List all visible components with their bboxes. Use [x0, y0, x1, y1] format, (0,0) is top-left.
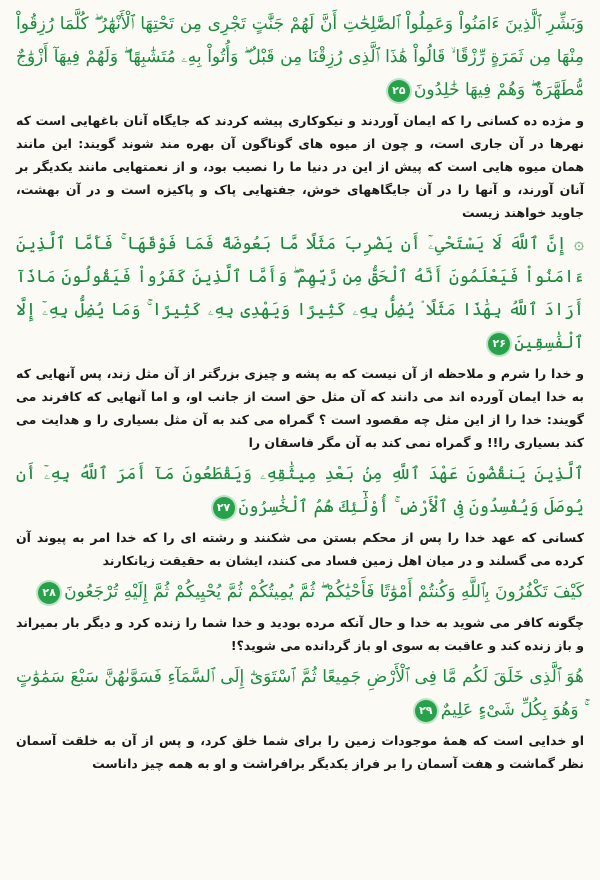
arabic-verse-text: وَبَشِّرِ ٱلَّذِينَ ءَامَنُواْ وَعَمِلُواْ ٱلصَّٰلِحَٰتِ أَنَّ لَهُمْ جَنَّٰتٍ تَجْرِى مِن تَحْتِهَا ٱلْأَنْهَٰرُ ۖ كُلَّمَا رُزِقُواْ مِنْهَا مِن ثَمَرَةٍ رِّزْقًا ۙ قَالُواْ هَٰذَا ٱلَّذِى رُزِقْنَا مِن قَبْلُ ۖ وَأُتُواْ بِهِۦ مُتَشَٰبِهًا ۖ وَلَهُمْ فِيهَآ أَزْوَٰجٌ مُّطَهَّرَةٌ ۖ وَهُمْ فِيهَا خَٰلِدُونَ: [16, 14, 584, 100]
arabic-verse-text: كَيْفَ تَكْفُرُونَ بِٱللَّهِ وَكُنتُمْ أَمْوَٰتًا فَأَحْيَٰكُمْ ۖ ثُمَّ يُمِيتُكُمْ ثُمَّ يُحْيِيكُمْ ثُمَّ إِلَيْهِ تُرْجَعُونَ: [64, 582, 584, 602]
arabic-verse: [16, 458, 584, 524]
arabic-verse: [16, 661, 584, 727]
arabic-verse: [16, 228, 584, 360]
arabic-verse: [16, 8, 584, 107]
arabic-verse-text: ۞ إِنَّ ٱللَّهَ لَا يَسْتَحْىِۦٓ أَن يَضْرِبَ مَثَلًا مَّا بَعُوضَةً فَمَا فَوْقَهَا ۚ فَأَمَّا ٱلَّذِينَ ءَامَنُواْ فَيَعْلَمُونَ أَنَّهُ ٱلْحَقُّ مِن رَّبِّهِمْ ۖ وَأَمَّا ٱلَّذِينَ كَفَرُواْ فَيَقُولُونَ مَاذَآ أَرَادَ ٱللَّهُ بِهَٰذَا مَثَلًا ۘ يُضِلُّ بِهِۦ كَثِيرًا وَيَهْدِى بِهِۦ كَثِيرًا ۚ وَمَا يُضِلُّ بِهِۦٓ إِلَّا ٱلْفَٰسِقِينَ: [16, 234, 584, 353]
ayah-number-badge: ۲۵: [388, 80, 410, 102]
ayah-block-26: [16, 228, 584, 454]
arabic-verse-text: هُوَ ٱلَّذِى خَلَقَ لَكُم مَّا فِى ٱلْأَرْضِ جَمِيعًا ثُمَّ ٱسْتَوَىٰٓ إِلَى ٱلسَّمَآءِ فَسَوَّىٰهُنَّ سَبْعَ سَمَٰوَٰتٍ ۚ وَهُوَ بِكُلِّ شَىْءٍ عَلِيمٌ: [16, 667, 584, 720]
persian-translation: چگونه کافر می شوید به خدا و حال آنکه مرده بودید و خدا شما را زنده کرد و دیگر بار بمیراند و باز زنده کند و عاقبت به سوی او باز گردانده می شوید؟!: [16, 615, 584, 653]
ayah-block-25: [16, 8, 584, 224]
ayah-block-27: [16, 458, 584, 572]
ayah-block-28: [16, 576, 584, 657]
ayah-number-badge: ۲۹: [415, 700, 437, 722]
ayah-block-29: [16, 661, 584, 775]
arabic-verse-text: ٱلَّذِينَ يَنقُضُونَ عَهْدَ ٱللَّهِ مِنۢ بَعْدِ مِيثَٰقِهِۦ وَيَقْطَعُونَ مَآ أَمَرَ ٱللَّهُ بِهِۦٓ أَن يُوصَلَ وَيُفْسِدُونَ فِى ٱلْأَرْضِ ۚ أُوْلَٰٓئِكَ هُمُ ٱلْخَٰسِرُونَ: [16, 464, 584, 517]
ayah-number-badge: ۲۷: [213, 497, 235, 519]
persian-translation: کسانی که عهد خدا را پس از محکم بستن می شکنند و رشته ای را که خدا امر به پیوند آن کرده می گسلند و در میان اهل زمین فساد می کنند، ایشان به حقیقت زیانکارند: [16, 530, 584, 568]
arabic-verse: [16, 576, 584, 609]
persian-translation: و مژده ده کسانی را که ایمان آوردند و نیکوکاری پیشه کردند که جایگاه آنان باغهایی است که نهرها در آن جاری است، و چون از میوه های گوناگون آن بهره مند شوند گویند: این مانند همان میوه هایی است که پیش از این در دنیا ما را نصیب بود، و از نعمتهایی مانند یکدیگر بر آنان آورند، و آنها را در آن جایگاههای خوش، جفتهایی پاک و پاکیزه است و در آن بهشت، جاوید خواهند زیست: [16, 113, 584, 220]
ayah-number-badge: ۲۶: [488, 333, 510, 355]
persian-translation: او خدایی است که همهٔ موجودات زمین را برای شما خلق کرد، و پس از آن به خلقت آسمان نظر گماشت و هفت آسمان را بر فراز یکدیگر برافراشت و او به همه چیز داناست: [16, 733, 584, 771]
persian-translation: و خدا را شرم و ملاحظه از آن نیست که به پشه و چیزی بزرگتر از آن مثل زند، پس آنهایی که به خدا ایمان آورده اند می دانند که آن مثل حق است از جانب او، و اما آنهایی که کافرند می گویند: خدا را از این مثل چه مقصود است ؟ گمراه می کند به آن مثل بسیاری را و هدایت می کند بسیاری را!! و گمراه نمی کند به آن مگر فاسقان را: [16, 366, 584, 450]
ayah-number-badge: ۲۸: [38, 582, 60, 604]
